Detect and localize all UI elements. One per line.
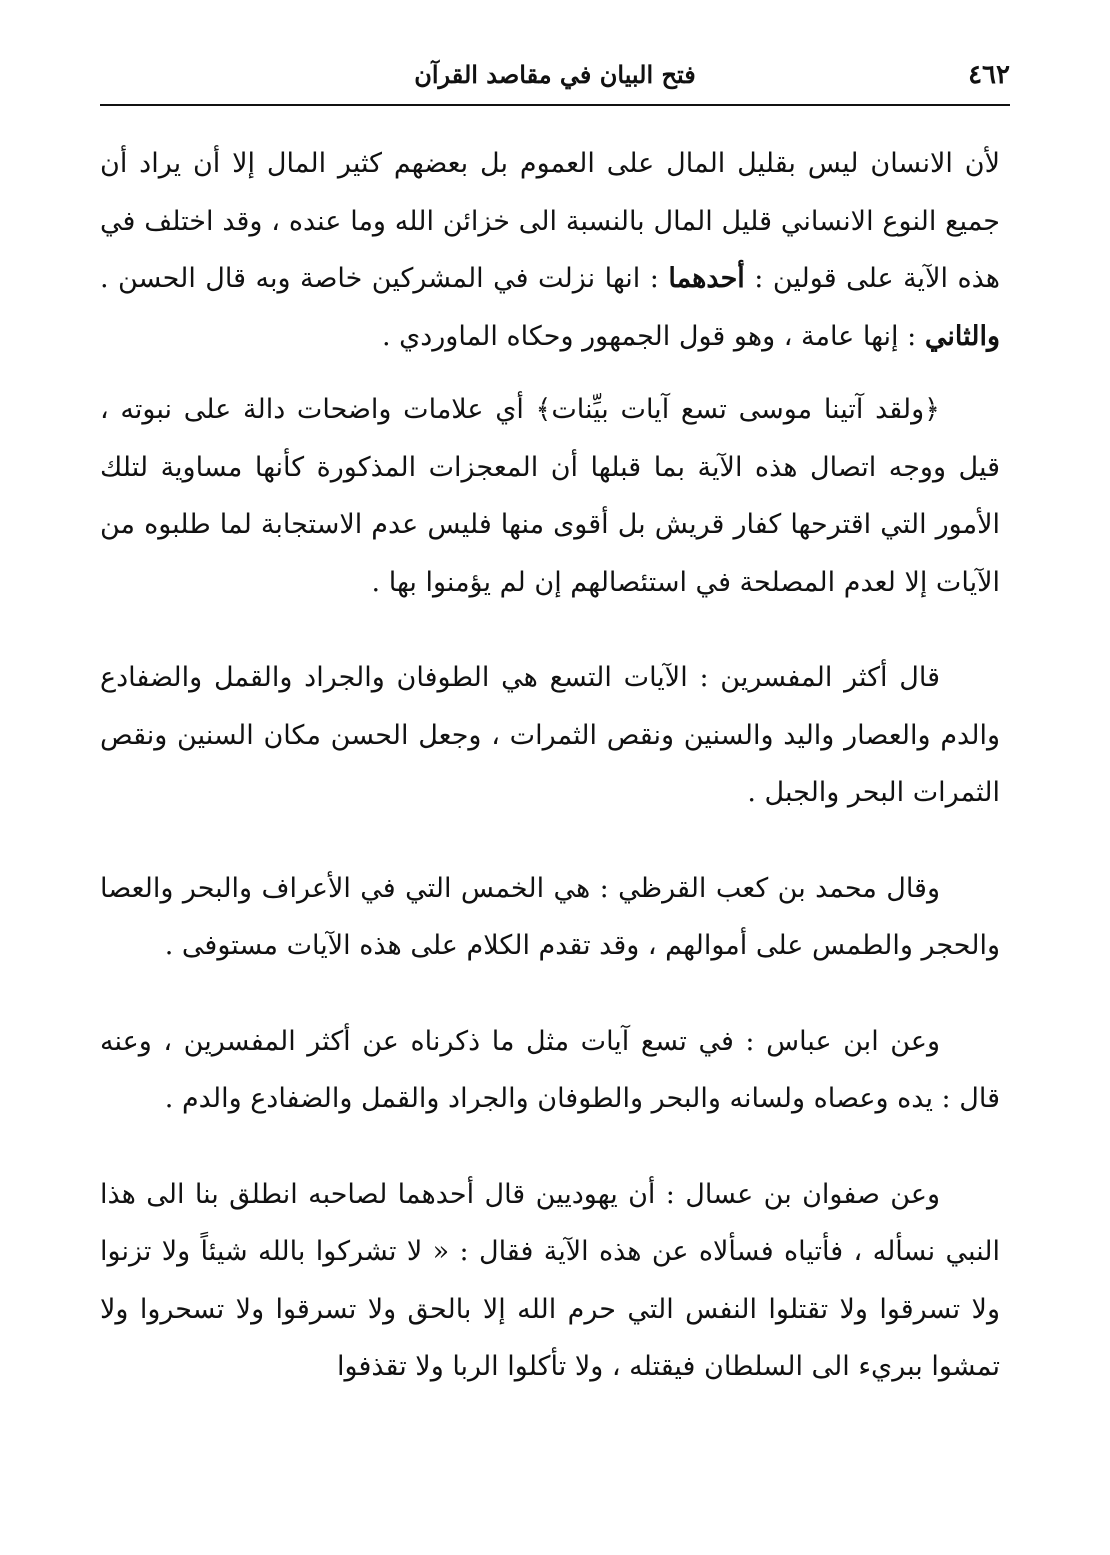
running-title: فتح البيان في مقاصد القرآن xyxy=(414,60,696,89)
paragraph-spacer xyxy=(100,975,1000,1013)
text-run: وقال محمد بن كعب القرظي : هي الخمس التي في الأعراف والبحر والعصا والحجر والطمس على أموالهم ، وقد تقدم الكلام على هذه الآيات مستوفى . xyxy=(100,872,1000,961)
bold-term-second-opinion: والثاني xyxy=(924,320,1000,352)
text-run: وعن صفوان بن عسال : أن يهوديين قال أحدهما لصاحبه انطلق بنا الى هذا النبي نسأله ، فأتياه فسألاه عن هذه الآية فقال : « لا تشركوا بالله شيئاً ولا تزنوا ولا تسرقوا ولا تقتلوا النفس التي حرم الله إلا بالحق ولا تسرقوا ولا تسحروا ولا تمشوا ببريء الى السلطان فيقتله ، ولا تأكلوا الربا ولا تقذفوا xyxy=(100,1178,1000,1382)
header-divider xyxy=(100,104,1010,106)
page-number: ٤٦٢ xyxy=(968,60,1010,90)
page-header xyxy=(100,58,1010,102)
paragraph-3 xyxy=(100,649,1000,822)
paragraph-5 xyxy=(100,1013,1000,1128)
paragraph-2-verse xyxy=(100,381,1000,611)
paragraph-6 xyxy=(100,1166,1000,1396)
text-run: قال أكثر المفسرين : الآيات التسع هي الطوفان والجراد والقمل والضفادع والدم والعصار واليد والسنين ونقص الثمرات ، وجعل الحسن مكان السنين ونقص الثمرات البحر والجبل . xyxy=(100,662,1000,808)
paragraph-spacer xyxy=(100,611,1000,649)
text-run: ﴿ولقد آتينا موسى تسع آيات بيِّنات﴾ أي علامات واضحات دالة على نبوته ، قيل ووجه اتصال هذه الآية بما قبلها أن المعجزات المذكورة كأنها مساوية لتلك الأمور التي اقترحها كفار قريش بل أقوى منها فليس عدم الاستجابة لما طلبوه من الآيات إلا لعدم المصلحة في استئصالهم إن لم يؤمنوا بها . xyxy=(100,394,1000,598)
text-run: : انها نزلت في المشركين خاصة وبه قال الحسن . xyxy=(100,263,669,294)
paragraph-spacer xyxy=(100,365,1000,381)
text-run: : إنها عامة ، وهو قول الجمهور وحكاه الماوردي . xyxy=(381,320,925,352)
text-run: وعن ابن عباس : في تسع آيات مثل ما ذكرناه عن أكثر المفسرين ، وعنه قال : يده وعصاه ولسانه والبحر والطوفان والجراد والقمل والضفادع والدم . xyxy=(100,1025,1000,1114)
paragraph-4 xyxy=(100,860,1000,975)
paragraph-spacer xyxy=(100,1128,1000,1166)
text-run: لأن الانسان ليس بقليل المال على العموم بل بعضهم كثير المال إلا أن يراد أن جميع النوع الانساني قليل المال بالنسبة الى خزائن الله وما عنده ، وقد اختلف في هذه الآية على قولين : xyxy=(100,148,1000,294)
paragraph-1 xyxy=(100,135,1000,365)
page-body xyxy=(100,135,1000,1396)
paragraph-spacer xyxy=(100,822,1000,860)
bold-term-first-opinion: أحدهما xyxy=(668,263,745,294)
